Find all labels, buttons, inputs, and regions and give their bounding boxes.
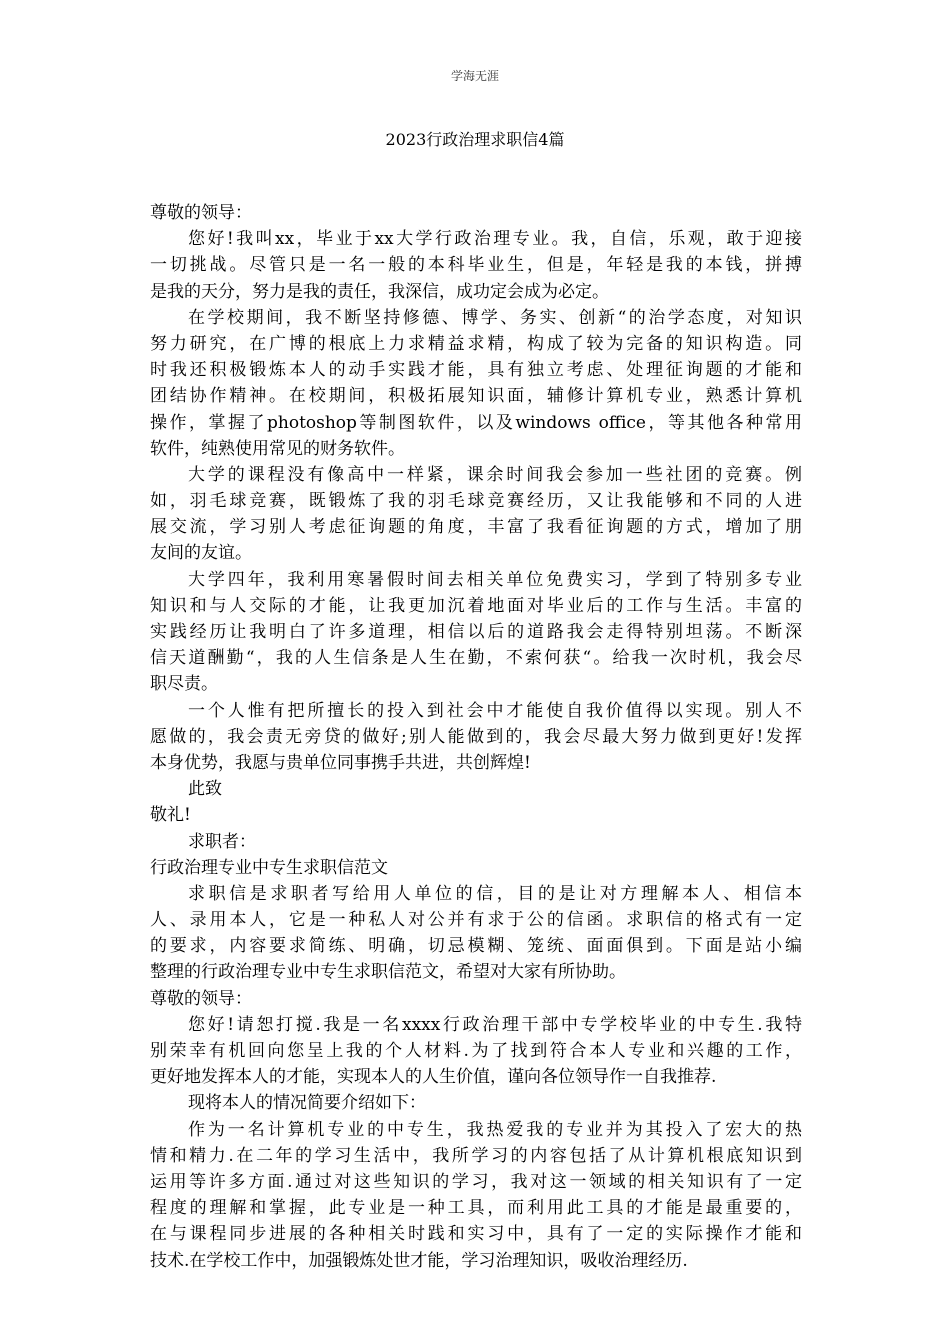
text-line: 是我的天分，努力是我的责任，我深信，成功定会成为必定。	[150, 281, 609, 302]
text-line: 时我还积极锻炼本人的动手实践才能，具有独立考虑、处理征询题的才能和	[150, 360, 802, 381]
text-line: 人、录用本人，它是一种私人对公并有求于公的信函。求职信的格式有一定	[150, 910, 802, 931]
text-line: 信天道酬勤“，我的人生信条是人生在勤，不索何获“。给我一次时机，我会尽	[150, 648, 802, 669]
text-line: 在与课程同步进展的各种相关时践和实习中，具有了一定的实际操作才能和	[150, 1224, 802, 1245]
document-title: 2023行政治理求职信4篇	[385, 130, 565, 149]
text-line: 您好!我叫xx，毕业于xx大学行政治理专业。我，自信，乐观，敢于迎接	[188, 229, 802, 250]
text-line: 您好!请恕打搅.我是一名xxxx行政治理干部中专学校毕业的中专生.我特	[188, 1014, 802, 1035]
text-line: 愿做的，我会责无旁贷的做好;别人能做到的，我会尽最大努力做到更好!发挥	[150, 726, 802, 747]
text-line: 一个人惟有把所擅长的投入到社会中才能使自我价值得以实现。别人不	[188, 700, 802, 721]
text-line: 职尽责。	[150, 674, 218, 695]
text-line: 别荣幸有机回向您呈上我的个人材料.为了找到符合本人专业和兴趣的工作，	[150, 1041, 802, 1061]
text-line: 现将本人的情况简要介绍如下：	[188, 1093, 426, 1114]
text-line: 努力研究，在广博的根底上力求精益求精，构成了较为完备的知识构造。同	[150, 333, 802, 354]
text-line: 求职信是求职者写给用人单位的信，目的是让对方理解本人、相信本	[188, 883, 802, 904]
text-line: 作为一名计算机专业的中专生，我热爱我的专业并为其投入了宏大的热	[188, 1119, 802, 1140]
text-line: 本身优势，我愿与贵单位同事携手共进，共创辉煌!	[150, 752, 531, 773]
text-line: 团结协作精神。在校期间，积极拓展知识面，辅修计算机专业，熟悉计算机	[150, 386, 802, 407]
text-line: 尊敬的领导：	[150, 988, 252, 1009]
text-line: 整理的行政治理专业中专生求职信范文，希望对大家有所协助。	[150, 962, 626, 983]
text-line: 更好地发挥本人的才能，实现本人的人生价值，谨向各位领导作一自我推荐.	[150, 1067, 717, 1088]
text-line: 软件，纯熟使用常见的财务软件。	[150, 438, 405, 459]
text-line: 程度的理解和掌握，此专业是一种工具，而利用此工具的才能是最重要的，	[150, 1198, 802, 1219]
document-body	[150, 200, 802, 1274]
text-line: 此致	[188, 779, 222, 800]
text-line: 展交流，学习别人考虑征询题的角度，丰富了我看征询题的方式，增加了朋	[150, 517, 802, 538]
text-line: 的要求，内容要求简练、明确，切忌模糊、笼统、面面俱到。下面是站小编	[150, 936, 802, 957]
text-line: 行政治理专业中专生求职信范文	[150, 857, 388, 878]
text-line: 尊敬的领导：	[150, 203, 252, 223]
text-line: 技术.在学校工作中，加强锻炼处世才能，学习治理知识，吸收治理经历.	[150, 1250, 688, 1271]
text-line: 一切挑战。尽管只是一名一般的本科毕业生，但是，年轻是我的本钱，拼搏	[150, 255, 802, 276]
text-line: 情和精力.在二年的学习生活中，我所学习的内容包括了从计算机根底知识到	[150, 1145, 802, 1166]
text-line: 大学四年，我利用寒暑假时间去相关单位免费实习，学到了特别多专业	[188, 569, 802, 590]
text-line: 如，羽毛球竞赛，既锻炼了我的羽毛球竞赛经历，又让我能够和不同的人进	[150, 491, 802, 512]
text-line: 实践经历让我明白了许多道理，相信以后的道路我会走得特别坦荡。不断深	[150, 622, 802, 642]
text-line: 敬礼!	[150, 805, 191, 826]
text-line: 在学校期间，我不断坚持修德、博学、务实、创新“的治学态度，对知识	[188, 307, 802, 328]
text-line: 操作，掌握了photoshop等制图软件，以及windows office，等其他各种常用	[150, 412, 802, 433]
text-line: 运用等许多方面.通过对这些知识的学习，我对这一领域的相关知识有了一定	[150, 1171, 802, 1192]
text-line: 知识和与人交际的才能，让我更加沉着地面对毕业后的工作与生活。丰富的	[150, 595, 802, 616]
text-line: 友间的友谊。	[150, 543, 252, 564]
text-line: 大学的课程没有像高中一样紧，课余时间我会参加一些社团的竞赛。例	[188, 464, 802, 485]
page-header: 学海无涯	[450, 69, 499, 83]
text-line: 求职者：	[188, 831, 256, 852]
